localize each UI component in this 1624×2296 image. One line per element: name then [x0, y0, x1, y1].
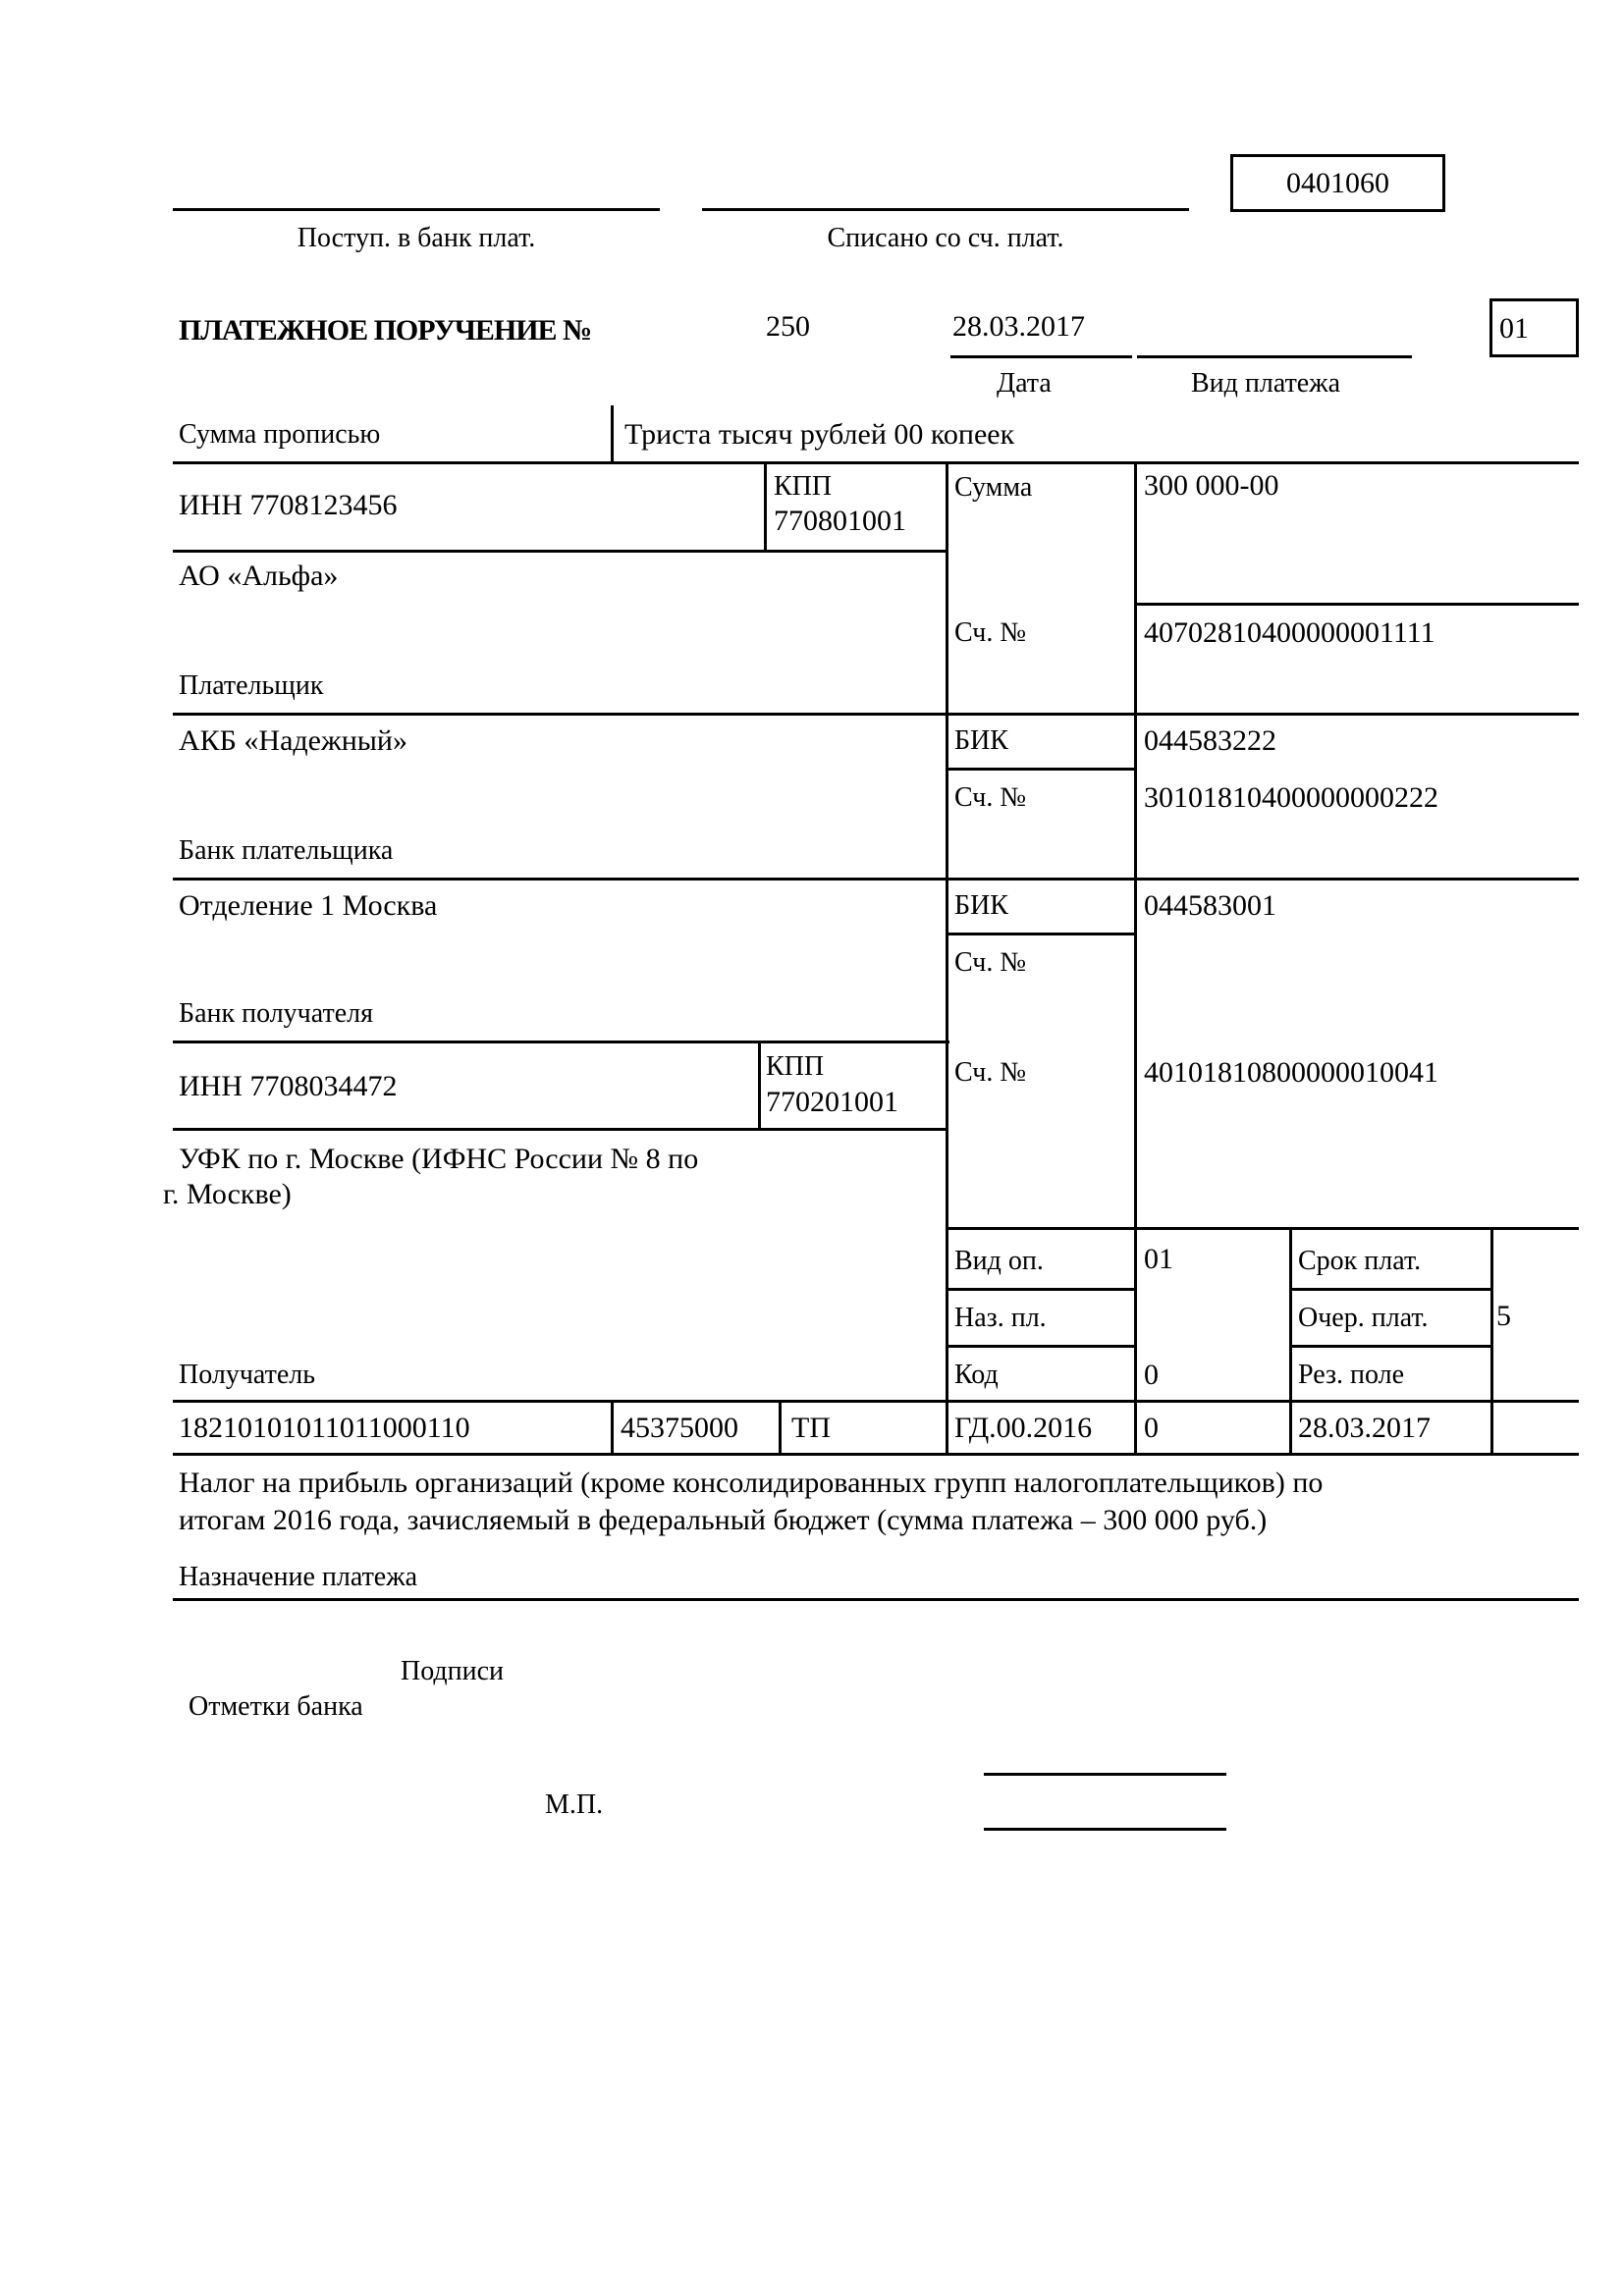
ocher-label: Очер. плат. [1298, 1303, 1429, 1333]
grid-col-right [946, 461, 948, 1453]
divider [1289, 1227, 1292, 1453]
vid-op: 01 [1144, 1243, 1173, 1275]
received-line [173, 208, 660, 211]
payee-label: Получатель [179, 1360, 316, 1390]
payee-bik: 044583001 [1144, 889, 1276, 922]
date-label: Дата [997, 368, 1052, 399]
payer-bank-acc: 30101810400000000222 [1144, 781, 1438, 814]
grid-line [946, 1227, 1579, 1230]
payer-kpp-label: КПП [774, 471, 833, 502]
grid-line [173, 1128, 947, 1131]
grid-line [173, 878, 1579, 881]
grid-line [946, 1288, 1137, 1291]
period: ГД.00.2016 [954, 1412, 1093, 1444]
debited-line [702, 208, 1189, 211]
grid-line [173, 461, 1579, 464]
payer-inn: ИНН 7708123456 [179, 489, 398, 521]
oktmo: 45375000 [621, 1412, 738, 1444]
payee-kpp: 770201001 [766, 1086, 898, 1118]
form-code: 0401060 [1286, 167, 1389, 199]
grid-line [173, 1453, 1579, 1456]
grid-col-values [1134, 461, 1137, 1453]
grid-line [173, 713, 1579, 716]
grid-line [173, 550, 947, 553]
payer-bik-label: БИК [954, 725, 1008, 756]
payee-bank-name: Отделение 1 Москва [179, 889, 438, 922]
date-line [950, 355, 1132, 358]
bank-marks-label: Отметки банка [189, 1691, 363, 1722]
payee-name-line1: УФК по г. Москве (ИФНС России № 8 по [179, 1143, 699, 1175]
debited-label: Списано со сч. плат. [827, 223, 1064, 253]
payee-acc: 40101810800000010041 [1144, 1056, 1438, 1089]
payer-kpp: 770801001 [774, 505, 906, 537]
payer-label: Плательщик [179, 670, 324, 701]
rez-label: Рез. поле [1298, 1360, 1405, 1390]
grid-line [173, 1041, 949, 1043]
grid-line [946, 933, 1137, 935]
payer-name: АО «Альфа» [179, 560, 339, 592]
amount-value: 300 000-00 [1144, 469, 1279, 502]
divider [779, 1400, 782, 1456]
grid-line [1289, 1288, 1493, 1291]
amount-words-value: Триста тысяч рублей 00 копеек [624, 418, 1015, 451]
payment-type-label: Вид платежа [1191, 368, 1341, 399]
divider [758, 1041, 761, 1129]
page-title: ПЛАТЕЖНОЕ ПОРУЧЕНИЕ № [179, 314, 592, 347]
divider [611, 1400, 614, 1456]
status-code: 01 [1499, 312, 1529, 345]
payer-bank-name: АКБ «Надежный» [179, 724, 407, 757]
doc-date: 28.03.2017 [1298, 1412, 1431, 1444]
payer-bik: 044583222 [1144, 724, 1276, 757]
payee-inn: ИНН 7708034472 [179, 1070, 398, 1102]
grid-line [173, 1598, 1579, 1601]
kbk: 18210101011011000110 [179, 1412, 470, 1444]
divider [1490, 1227, 1493, 1453]
payer-account-label: Сч. № [954, 617, 1027, 648]
purpose-line1: Налог на прибыль организаций (кроме консолидированных групп налогоплательщиков) по [179, 1467, 1324, 1499]
stamp-label: М.П. [545, 1789, 604, 1820]
payment-type-line [1137, 355, 1412, 358]
ocher: 5 [1496, 1300, 1511, 1332]
purpose-line2: итогам 2016 года, зачисляемый в федеральный бюджет (сумма платежа – 300 000 руб.) [179, 1504, 1268, 1536]
payee-bik-label: БИК [954, 890, 1008, 921]
grid-line [946, 768, 1137, 771]
grid-line [1134, 603, 1579, 606]
divider [611, 405, 614, 462]
doc-number: 0 [1144, 1412, 1159, 1444]
payee-kpp-label: КПП [766, 1051, 825, 1082]
order-number: 250 [766, 310, 810, 343]
received-label: Поступ. в банк плат. [297, 223, 536, 253]
signature-line [984, 1773, 1226, 1776]
signatures-label: Подписи [401, 1656, 505, 1686]
payer-bank-label: Банк плательщика [179, 835, 394, 866]
payee-acc-label: Сч. № [954, 1057, 1027, 1088]
signature-line [984, 1828, 1226, 1831]
kod: 0 [1144, 1359, 1159, 1391]
payer-account: 40702810400000001111 [1144, 616, 1435, 649]
order-date: 28.03.2017 [952, 310, 1085, 343]
grid-line [946, 1345, 1137, 1348]
payer-bank-acc-label: Сч. № [954, 782, 1027, 813]
amount-label: Сумма [954, 472, 1033, 503]
vid-op-label: Вид оп. [954, 1246, 1044, 1276]
grid-line [1289, 1345, 1493, 1348]
purpose-label: Назначение платежа [179, 1562, 418, 1592]
naz-label: Наз. пл. [954, 1303, 1047, 1333]
kod-label: Код [954, 1360, 999, 1390]
payee-bank-label: Банк получателя [179, 998, 373, 1029]
srok-label: Срок плат. [1298, 1246, 1422, 1276]
basis: ТП [791, 1412, 831, 1444]
payee-bank-acc-label: Сч. № [954, 947, 1027, 978]
grid-line [173, 1400, 1579, 1403]
amount-words-label: Сумма прописью [179, 419, 381, 450]
divider [764, 461, 767, 552]
payee-name-line2: г. Москве) [163, 1178, 292, 1210]
